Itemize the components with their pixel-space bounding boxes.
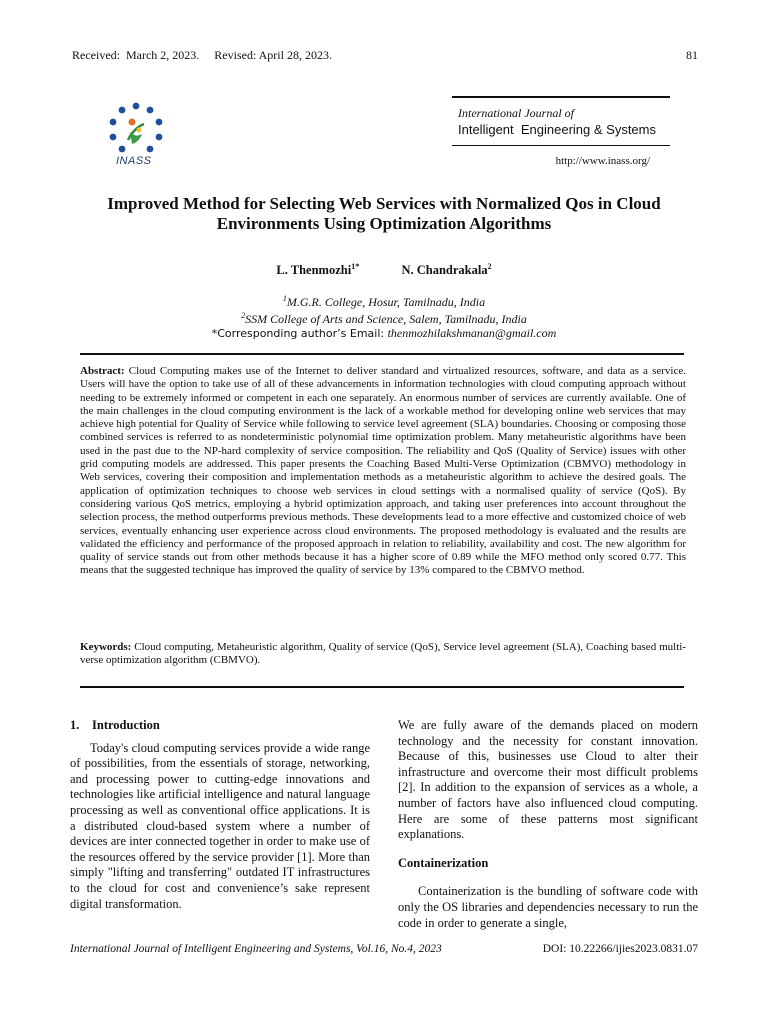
abstract-top-rule: [80, 353, 684, 355]
abstract: [80, 365, 686, 578]
intro-paragraph-1: Today's cloud computing services provide a wide range of possibilities, from the essentials of storage, networking, and processing power to cutting-edge innovations and technologies like artificial intelligence and natural language processing as well as conventional office applications. It is a distributed cloud-based system where a number of devices are inter connected together in order to make use of the resources offered by the service provider [1]. More than simply "lifting and transferring" outdated IT infrastructures to the cloud for cost and convenience’s sake represent digital transformation.: [70, 740, 370, 911]
containerization-paragraph: Containerization is the bundling of software code with only the OS libraries and dependencies necessary to run the code in order to generate a single,: [398, 884, 698, 930]
author-2: N. Chandrakala: [401, 263, 488, 278]
footer-doi: DOI: 10.22266/ijies2023.0831.07: [542, 943, 698, 955]
section-title: Introduction: [92, 718, 160, 732]
affiliation-1: M.G.R. College, Hosur, Tamilnadu, India: [286, 295, 486, 309]
subsection-heading-containerization: Containerization: [398, 855, 489, 870]
keywords: [80, 641, 686, 668]
author-1-superscript: 1*: [351, 262, 360, 271]
affiliations: [0, 292, 768, 341]
corresponding-email-link[interactable]: thenmozhilakshmanan@gmail.com: [387, 326, 557, 340]
journal-of-label: International Journal of: [458, 106, 574, 120]
section-heading-introduction: [70, 718, 370, 734]
affiliation-2: SSM College of Arts and Science, Salem, Tamilnadu, India: [245, 312, 527, 326]
journal-url-link[interactable]: http://www.inass.org/: [555, 155, 650, 167]
abstract-text: Cloud Computing makes use of the Internet to deliver standard and virtualized resources, software, and data as a service. Users will have the option to take use of all of these advancements in information technologies with cloud computing approach without needing to be extremely informed or competent in each one separately. An enormous number of services are currently available. One of the main challenges in the cloud computing environment is the lack of a workable method for developing online web services that may achieve high potential for Quality of Service while following to service level agreement (SLA) boundaries. Choosing or composing those combined services is referred to as nondeterministic polynomial time optimization problem. Many metaheuristic algorithms have been used in the past due to the NP-hard complexity of service composition. The reliability and QoS (Quality of Service) issues with other grid computing models are addressed. This paper presents the Coaching Based Multi-Verse Optimization (CBMVO) methodology in Web services, covering their composition and implementation methods as a metaheuristic algorithm to achieve the desired goals. The application of optimization techniques to choose web services in cloud settings with a normalised quality of service (QoS). By considering various QoS metrics, employing a hybrid optimization approach, and taking user preferences into account throughout the selection process, the method outperforms previous methods. These developments lead to a more effective and customized choice of web services, eventually enhancing user experience across cloud environments. The proposed methodology is evaluated and the results are validated the efficiency and performance of the proposed approach in relation to reliability, availability and cost. The new algorithm for quality of service stands out from other methods because it has a higher score of 0.89 while the MFO method only scored 0.77. This means that the suggested technique has improved the quality of service by 13% compared to the CBMVO method.: [80, 365, 686, 577]
section-number: 1.: [70, 718, 80, 732]
corresponding-author-label: *Corresponding author’s Email:: [211, 327, 388, 340]
logo-text: INASS: [116, 155, 152, 167]
abstract-label: Abstract:: [80, 365, 125, 377]
paper-title: Improved Method for Selecting Web Services with Normalized Qos in Cloud Environments Using Optimization Algorithms: [107, 194, 661, 233]
author-2-superscript: 2: [487, 262, 492, 271]
right-column: [398, 718, 698, 931]
journal-bottom-rule: [452, 145, 670, 146]
footer-journal-citation: International Journal of Intelligent Engineering and Systems, Vol.16, No.4, 2023: [70, 943, 442, 955]
journal-top-rule: [452, 96, 670, 98]
inass-logo: [106, 100, 166, 160]
abstract-bottom-rule: [80, 686, 684, 688]
affil-2-superscript: 2: [241, 311, 246, 320]
author-1: L. Thenmozhi: [276, 263, 352, 278]
received-dates: Received: March 2, 2023. Revised: April 28, 2023.: [72, 48, 332, 62]
keywords-text: Cloud computing, Metaheuristic algorithm, Quality of service (QoS), Service level agreement (SLA), Coaching based multi-verse optimization algorithm (CBMVO).: [80, 641, 687, 667]
journal-name: Intelligent Engineering & Systems: [458, 122, 656, 137]
author-list: [0, 262, 768, 278]
left-column: [70, 718, 370, 912]
page-number: 81: [686, 48, 698, 62]
affil-1-superscript: 1: [282, 294, 287, 303]
keywords-label: Keywords:: [80, 641, 132, 653]
intro-paragraph-2: We are fully aware of the demands placed on modern technology and the necessity for constant innovation. Because of this, businesses use Cloud to alter their infrastructure and overcome their most difficult problems [2]. In addition to the expansion of services as a whole, a number of factors have also influenced cloud computing. Here are some of these patterns most significant explanations.: [398, 718, 698, 842]
